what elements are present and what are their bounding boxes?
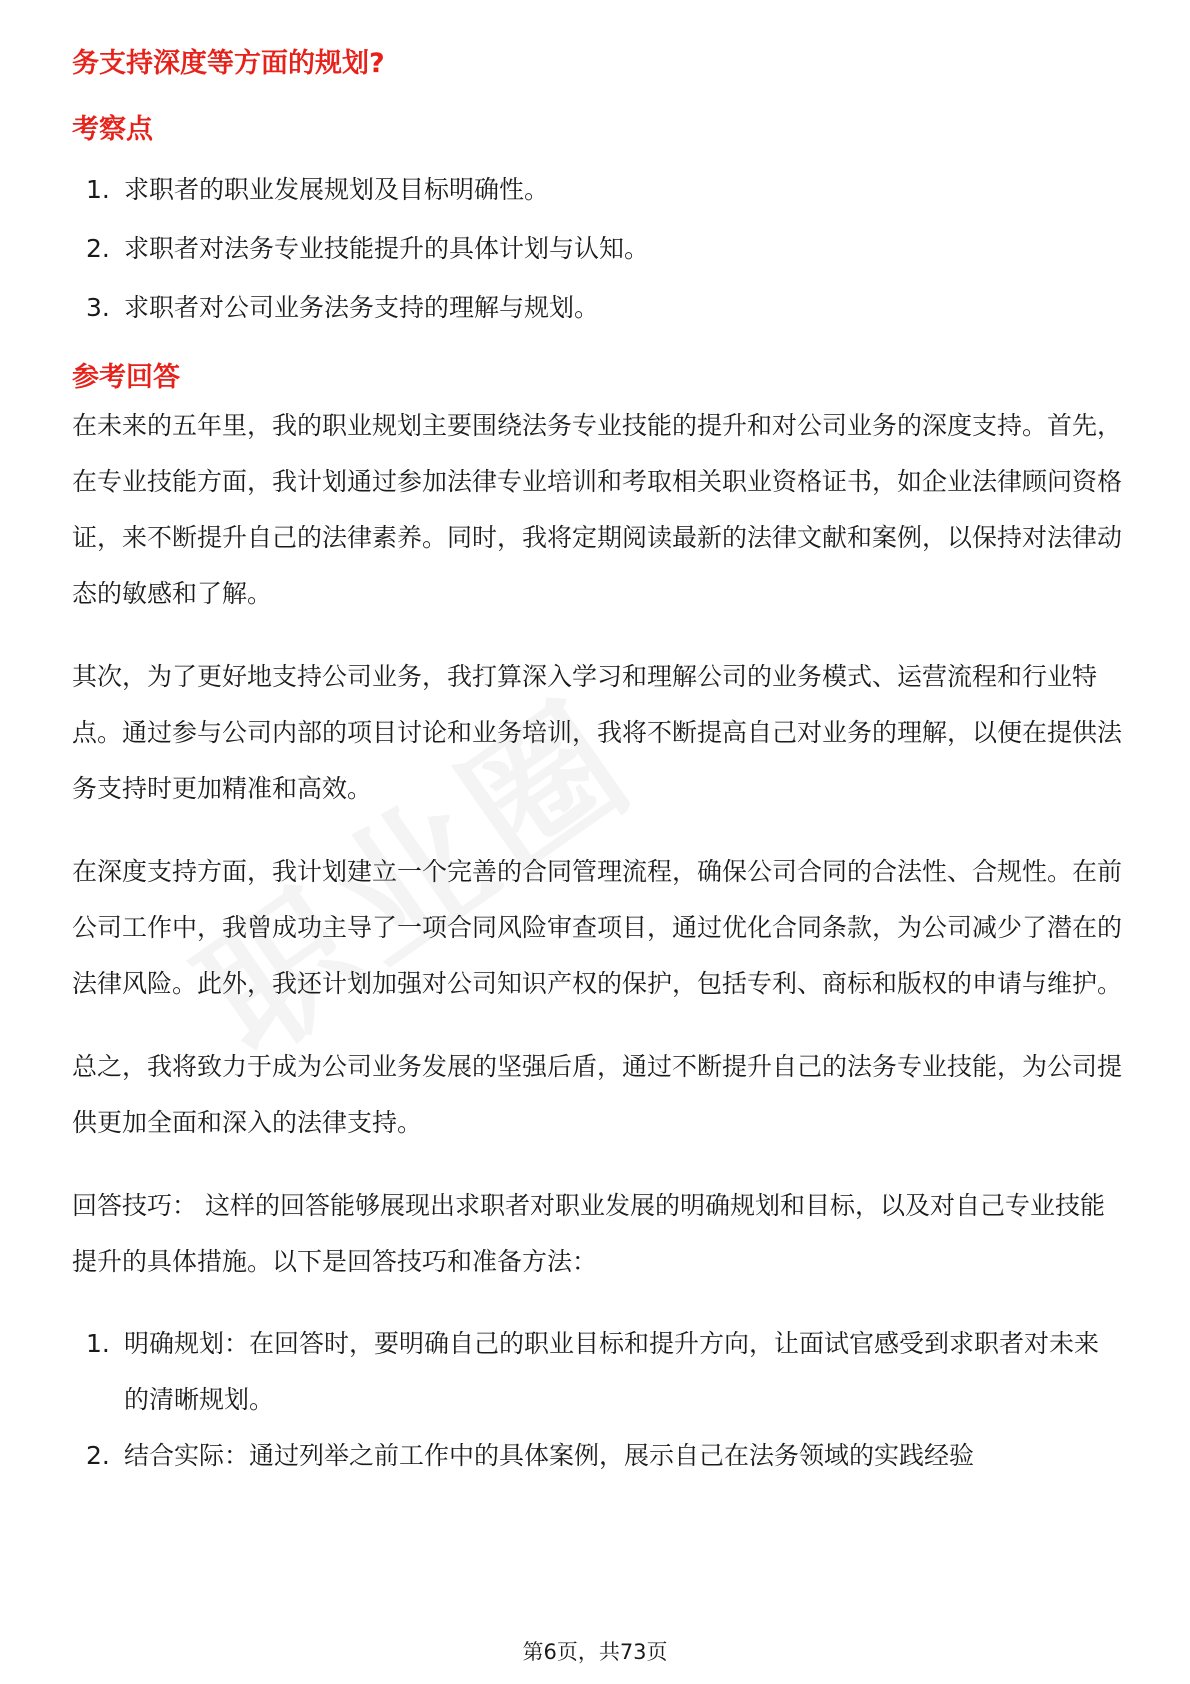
answer-paragraph: 总之，我将致力于成为公司业务发展的坚强后盾，通过不断提升自己的法务专业技能，为公司提供更加全面和深入的法律支持。 (72, 1052, 1123, 1137)
list-item-text: 结合实际：通过列举之前工作中的具体案例，展示自己在法务领域的实践经验 (124, 1441, 975, 1470)
answer-paragraph: 其次，为了更好地支持公司业务，我打算深入学习和理解公司的业务模式、运营流程和行业特点。通过参与公司内部的项目讨论和业务培训，我将不断提高自己对业务的理解，以便在提供法务支持时更加精准和高效。 (72, 662, 1123, 803)
list-item-text: 明确规划：在回答时，要明确自己的职业目标和提升方向，让面试官感受到求职者对未来的清晰规划。 (124, 1329, 1100, 1414)
list-item (72, 229, 1122, 269)
list-number: 2. (86, 1441, 110, 1470)
page-footer: 第6页，共73页 (522, 1640, 668, 1664)
list-number: 1. (86, 1329, 110, 1358)
answer-paragraph: 在深度支持方面，我计划建立一个完善的合同管理流程，确保公司合同的合法性、合规性。在前公司工作中，我曾成功主导了一项合同风险审查项目，通过优化合同条款，为公司减少了潜在的法律风险。此外，我还计划加强对公司知识产权的保护，包括专利、商标和版权的申请与维护。 (72, 857, 1123, 998)
list-item (72, 1428, 1122, 1484)
list-item (72, 288, 1122, 328)
list-number: 1. (86, 175, 110, 204)
document-body (72, 44, 1122, 1484)
answer-paragraph: 在未来的五年里，我的职业规划主要围绕法务专业技能的提升和对公司业务的深度支持。首先，在专业技能方面，我计划通过参加法律专业培训和考取相关职业资格证书，如企业法律顾问资格证，来不断提升自己的法律素养。同时，我将定期阅读最新的法律文献和案例，以保持对法律动态的敏感和了解。 (72, 411, 1123, 608)
kaocha-heading: 考察点 (72, 114, 153, 145)
list-number: 2. (86, 234, 110, 263)
answer-heading: 参考回答 (72, 362, 180, 393)
kaocha-list (72, 170, 1122, 328)
question-heading: 务支持深度等方面的规划? (72, 48, 385, 79)
list-number: 3. (86, 293, 110, 322)
list-item (72, 1316, 1122, 1428)
list-item-text: 求职者的职业发展规划及目标明确性。 (124, 175, 550, 204)
list-item-text: 求职者对公司业务法务支持的理解与规划。 (124, 293, 600, 322)
tips-intro-paragraph: 回答技巧： 这样的回答能够展现出求职者对职业发展的明确规划和目标，以及对自己专业技能提升的具体措施。以下是回答技巧和准备方法： (72, 1191, 1105, 1276)
tips-list (72, 1316, 1122, 1484)
list-item (72, 170, 1122, 210)
list-item-text: 求职者对法务专业技能提升的具体计划与认知。 (124, 234, 650, 263)
